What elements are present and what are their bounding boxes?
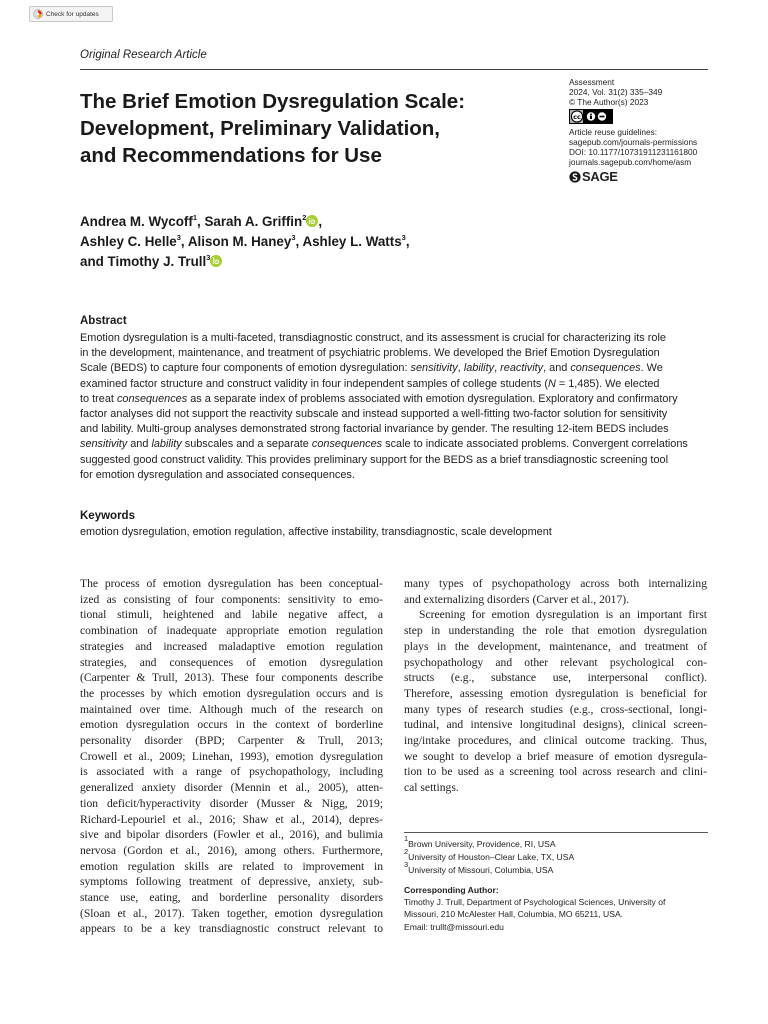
body-text-line: is associated with a range of psychopathology, including (80, 765, 383, 779)
body-text-line: stance use, eating, and borderline personality disorders (80, 891, 383, 905)
title-line: and Recommendations for Use (80, 144, 382, 167)
journal-info (569, 77, 719, 183)
abstract-text: = 1,485). We elected (555, 377, 660, 390)
body-text-line: maintained over time. Although much of the research on (80, 702, 383, 716)
corresponding-email[interactable]: Email: trullt@missouri.edu (404, 921, 504, 932)
cc-label: cc (573, 113, 581, 121)
abstract-text: Scale (BEDS) to capture four components of emotion dysregulation: (80, 362, 411, 375)
abstract-line: suggested good construct validity. This provides preliminary support for the BEDS as a brief transdiagnostic screening tool (80, 453, 668, 466)
abstract-italic: sensitivity (80, 438, 128, 451)
body-text-line: we sought to develop a brief measure of emotion dysregula- (404, 749, 707, 763)
affiliation-line (404, 846, 575, 864)
journal-url-link[interactable]: journals.sagepub.com/home/asm (569, 157, 692, 167)
affiliation-sup: 2 (404, 846, 409, 856)
body-column-left (80, 576, 383, 937)
body-text-line: cal settings. (404, 781, 459, 795)
footnote-rule (404, 832, 708, 833)
doi-link[interactable]: DOI: 10.1177/10731911231161800 (569, 147, 698, 157)
abstract-italic: lability (151, 438, 182, 451)
abstract-line (80, 361, 708, 376)
body-text-line: combination of inadequate appropriate emotion regulation (80, 624, 383, 638)
author-name: Sarah A. Griffin (204, 214, 303, 229)
keywords-heading: Keywords (80, 510, 135, 522)
body-text-line: emotion dysregulation occurs in the context of borderline (80, 718, 383, 732)
corresponding-heading: Corresponding Author: (404, 885, 499, 895)
author-affiliation-sup: 1 (192, 213, 198, 222)
abstract-text: , (494, 362, 501, 375)
permissions-link[interactable]: sagepub.com/journals-permissions (569, 137, 698, 147)
body-text-line: appears to be a key transdiagnostic construct relevant to (80, 922, 383, 936)
body-text-line: ized as consisting of four components: sensitivity to emo- (80, 592, 383, 606)
abstract-text: subscales and a separate (181, 438, 312, 451)
abstract-line (80, 437, 708, 452)
abstract-text: as a separate index of problems associated with emotion dysregulation. Exploratory and confirmatory (187, 392, 678, 405)
author-affiliation-sup: 3 (401, 233, 406, 242)
author-affiliation-sup: 3 (206, 253, 211, 262)
abstract-body (80, 331, 708, 483)
check-updates-icon (33, 9, 43, 19)
body-text-line: and externalizing disorders (Carver et al., 2017). (404, 592, 630, 606)
abstract-italic: consequences (116, 392, 188, 405)
body-text-line: Crowell et al., 2009; Linehan, 1993), emotion dysregulation (80, 749, 383, 763)
article-type: Original Research Article (80, 49, 207, 61)
body-text-line: tional stimuli, heightened and labile negative affect, a (80, 608, 383, 622)
author-affiliation-sup: 3 (176, 233, 181, 242)
title-line: The Brief Emotion Dysregulation Scale: (80, 90, 466, 113)
body-text-line: Richard-Lepouriel et al., 2016; Shaw et al., 2014), depres- (80, 812, 383, 826)
body-column-right (404, 576, 707, 796)
affiliation-text: University of Houston–Clear Lake, TX, USA (408, 851, 575, 862)
publisher-logo (569, 171, 719, 183)
body-text-line: strategies and increased maladaptive emotion regulation (80, 639, 383, 653)
body-text-line: emotion regulation skills are related to improvement in (80, 859, 383, 873)
abstract-text: , (457, 362, 464, 375)
body-text-line: symptoms following treatment of depressive, anxiety, sub- (80, 875, 383, 889)
abstract-heading: Abstract (80, 315, 127, 327)
abstract-line: in the development, maintenance, and treatment of psychiatric problems. We developed the Brief Emotion Dysregulation (80, 347, 660, 360)
author-name: Andrea M. Wycoff (80, 214, 193, 229)
publisher-name: SAGE (582, 169, 618, 184)
body-text-line: psychopathology and other relevant psychological con- (404, 655, 707, 669)
body-text-line: many types of research studies (e.g., cross-sectional, longi- (404, 702, 707, 716)
body-text-line: (Sloan et al., 2017). Taken together, emotion dysregulation (80, 906, 383, 920)
affiliation-line (404, 859, 574, 877)
affiliations (404, 834, 575, 876)
journal-name: Assessment (569, 77, 615, 87)
reuse-label: Article reuse guidelines: (569, 127, 658, 137)
author-name: Ashley L. Watts (302, 234, 402, 249)
body-text-line: ing/intake procedures, and clinical outcome tracking. Thus, (404, 734, 707, 748)
author-line (80, 212, 500, 232)
author-line (80, 232, 500, 252)
author-name: Alison M. Haney (187, 234, 292, 249)
affiliation-text: Brown University, Providence, RI, USA (408, 839, 556, 849)
author-separator: , (197, 214, 205, 229)
body-text-line: nervosa (Gordon et al., 2016), among others. Furthermore, (80, 843, 383, 857)
corresponding-line: Missouri, 210 McAlester Hall, Columbia, MO 65211, USA. (404, 909, 624, 920)
abstract-line: and lability. Multi-group analyses demonstrated strong factorial invariance by gender. The resulting 12-item BEDS includes (80, 423, 669, 436)
title-line: Development, Preliminary Validation, (80, 117, 441, 140)
abstract-text: , and (543, 362, 571, 375)
abstract-italic: lability (463, 362, 495, 375)
author-affiliation-sup: 3 (291, 233, 296, 242)
body-text-line: tion to be used as a screening tool across research and clini- (404, 765, 707, 779)
body-text-line: personality disorder (BPD; Carpenter & Trull, 2013; (80, 734, 383, 748)
abstract-line: Emotion dysregulation is a multi-faceted, transdiagnostic construct, and its assessment is crucial for characterizing its role (80, 332, 666, 344)
body-text-line: plays in the development, maintenance, and treatment of (404, 639, 707, 653)
creative-commons-icon (569, 109, 613, 124)
abstract-text: scale to indicate associated problems. Convergent correlations (382, 438, 688, 451)
corresponding-line: Timothy J. Trull, Department of Psychological Sciences, University of (404, 897, 666, 908)
body-text-line: many types of psychopathology across both internalizing (404, 577, 707, 590)
author-prefix: and (80, 254, 108, 269)
abstract-italic: consequences (311, 438, 383, 451)
abstract-italic: sensitivity (410, 362, 458, 375)
body-text-line: Screening for emotion dysregulation is an important first (419, 608, 707, 622)
body-text-line: sive and bipolar disorders (Fowler et al., 2016), and bulimia (80, 828, 383, 842)
check-updates-label: Check for updates (46, 10, 99, 18)
author-separator: , (405, 234, 410, 249)
affiliation-sup: 1 (404, 834, 409, 843)
body-text-line: The process of emotion dysregulation has been conceptual- (80, 577, 383, 590)
author-separator: , (295, 234, 303, 249)
journal-copyright: © The Author(s) 2023 (569, 97, 649, 107)
body-text-line: tudinal, and intensive longitudinal designs), clinical screen- (404, 718, 707, 732)
check-for-updates-button[interactable] (29, 6, 113, 22)
body-text-line: strategies, and consequences of emotion dysregulation (80, 655, 383, 669)
author-name: Timothy J. Trull (107, 254, 207, 269)
abstract-text: to treat (80, 392, 117, 405)
abstract-text: examined factor structure and construct validity in four independent samples of college students ( (80, 377, 548, 390)
affiliation-sup: 3 (404, 859, 409, 869)
orcid-icon[interactable] (210, 255, 222, 267)
abstract-line (80, 392, 708, 407)
abstract-line: factor analyses did not support the reactivity subscale and instead supported a well-fitting two-factor solution for sensitivity (80, 408, 668, 421)
abstract-italic: consequences (570, 362, 641, 375)
abstract-italic: reactivity (500, 362, 544, 375)
author-affiliation-sup: 2 (302, 213, 307, 222)
body-text-line: Therefore, assessing emotion dysregulation is beneficial for (404, 686, 707, 700)
author-name: Ashley C. Helle (80, 234, 177, 249)
keywords-text: emotion dysregulation, emotion regulation, affective instability, transdiagnostic, scale development (80, 526, 552, 538)
journal-volume: 2024, Vol. 31(2) 335–349 (569, 87, 663, 97)
abstract-line: for emotion dysregulation and associated consequences. (80, 468, 355, 481)
abstract-text: and (127, 438, 152, 451)
body-text-line: tion deficit/hyperactivity disorder (Musser & Nigg, 2019; (80, 796, 383, 810)
body-text-line: step in understanding the role that emotion dysregulation (404, 624, 707, 638)
abstract-text: . We (640, 362, 663, 375)
article-title (80, 88, 540, 169)
affiliation-line (404, 834, 574, 851)
author-list (80, 212, 500, 272)
header-rule (80, 69, 708, 70)
abstract-italic: N (547, 377, 556, 390)
affiliation-text: University of Missouri, Columbia, USA (408, 864, 554, 875)
sage-logo-icon (569, 171, 581, 183)
body-text-line: generalized anxiety disorder (Mennin et al., 2005), atten- (80, 781, 383, 795)
body-text-line: structs (e.g., substance use, interpersonal conflict). (404, 671, 707, 685)
body-text-line: the processes by which emotion dysregulation occurs and is (80, 686, 383, 700)
orcid-icon[interactable] (306, 215, 318, 227)
author-separator: , (318, 214, 323, 229)
abstract-line (80, 377, 708, 392)
corresponding-author (404, 884, 665, 933)
body-text-line: (Carpenter & Trull, 2013). These four components describe (80, 671, 383, 685)
author-line (80, 252, 500, 272)
author-separator: , (180, 234, 188, 249)
